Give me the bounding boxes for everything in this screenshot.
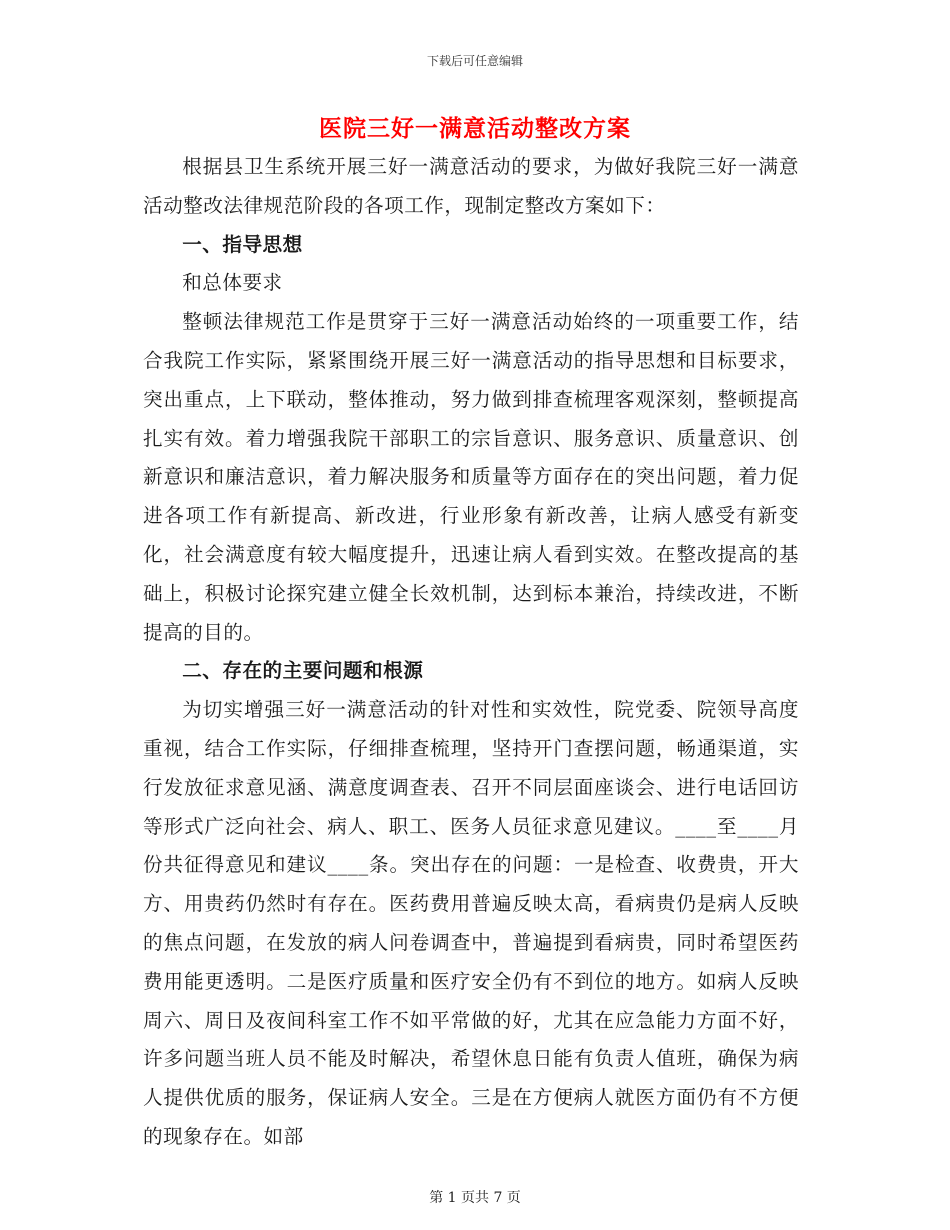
page-footer: 第 1 页共 7 页 <box>429 1190 521 1206</box>
intro-paragraph: 根据县卫生系统开展三好一满意活动的要求，为做好我院三好一满意活动整改法律规范阶段的各项工作，现制定整改方案如下： <box>143 155 799 217</box>
subheading-line: 和总体要求 <box>182 271 283 295</box>
section-heading-2: 二、存在的主要问题和根源 <box>182 659 424 683</box>
section-heading-1: 一、指导思想 <box>182 232 303 256</box>
header-note: 下载后可任意编辑 <box>426 54 523 68</box>
body-paragraph: 为切实增强三好一满意活动的针对性和实效性，院党委、院领导高度重视，结合工作实际，仔细排查梳理，坚持开门查摆问题，畅通渠道，实行发放征求意见涵、满意度调查表、召开不同层面座谈会、进行电话回访等形式广泛向社会、病人、职工、医务人员征求意见建议。____至____月份共征得意见和建议____条。突出存在的问题：一是检查、收费贵，开大方、用贵药仍然时有存在。医药费用普遍反映太高，看病贵仍是病人反映的焦点问题，在发放的病人问卷调查中，普遍提到看病贵，同时希望医药费用能更透明。二是医疗质量和医疗安全仍有不到位的地方。如病人反映周六、周日及夜间科室工作不如平常做的好，尤其在应急能力方面不好，许多问题当班人员不能及时解决，希望休息日能有负责人值班，确保为病人提供优质的服务，保证病人安全。三是在方便病人就医方面仍有不方便的现象存在。如部 <box>143 698 799 1148</box>
body-paragraph: 整顿法律规范工作是贯穿于三好一满意活动始终的一项重要工作，结合我院工作实际，紧紧围绕开展三好一满意活动的指导思想和目标要求，突出重点，上下联动，整体推动，努力做到排查梳理客观深刻，整顿提高扎实有效。着力增强我院干部职工的宗旨意识、服务意识、质量意识、创新意识和廉洁意识，着力解决服务和质量等方面存在的突出问题，着力促进各项工作有新提高、新改进，行业形象有新改善，让病人感受有新变化，社会满意度有较大幅度提升，迅速让病人看到实效。在整改提高的基础上，积极讨论探究建立健全长效机制，达到标本兼治，持续改进，不断提高的目的。 <box>143 310 799 644</box>
document-body <box>143 148 799 1157</box>
document-title: 医院三好一满意活动整改方案 <box>319 115 631 142</box>
